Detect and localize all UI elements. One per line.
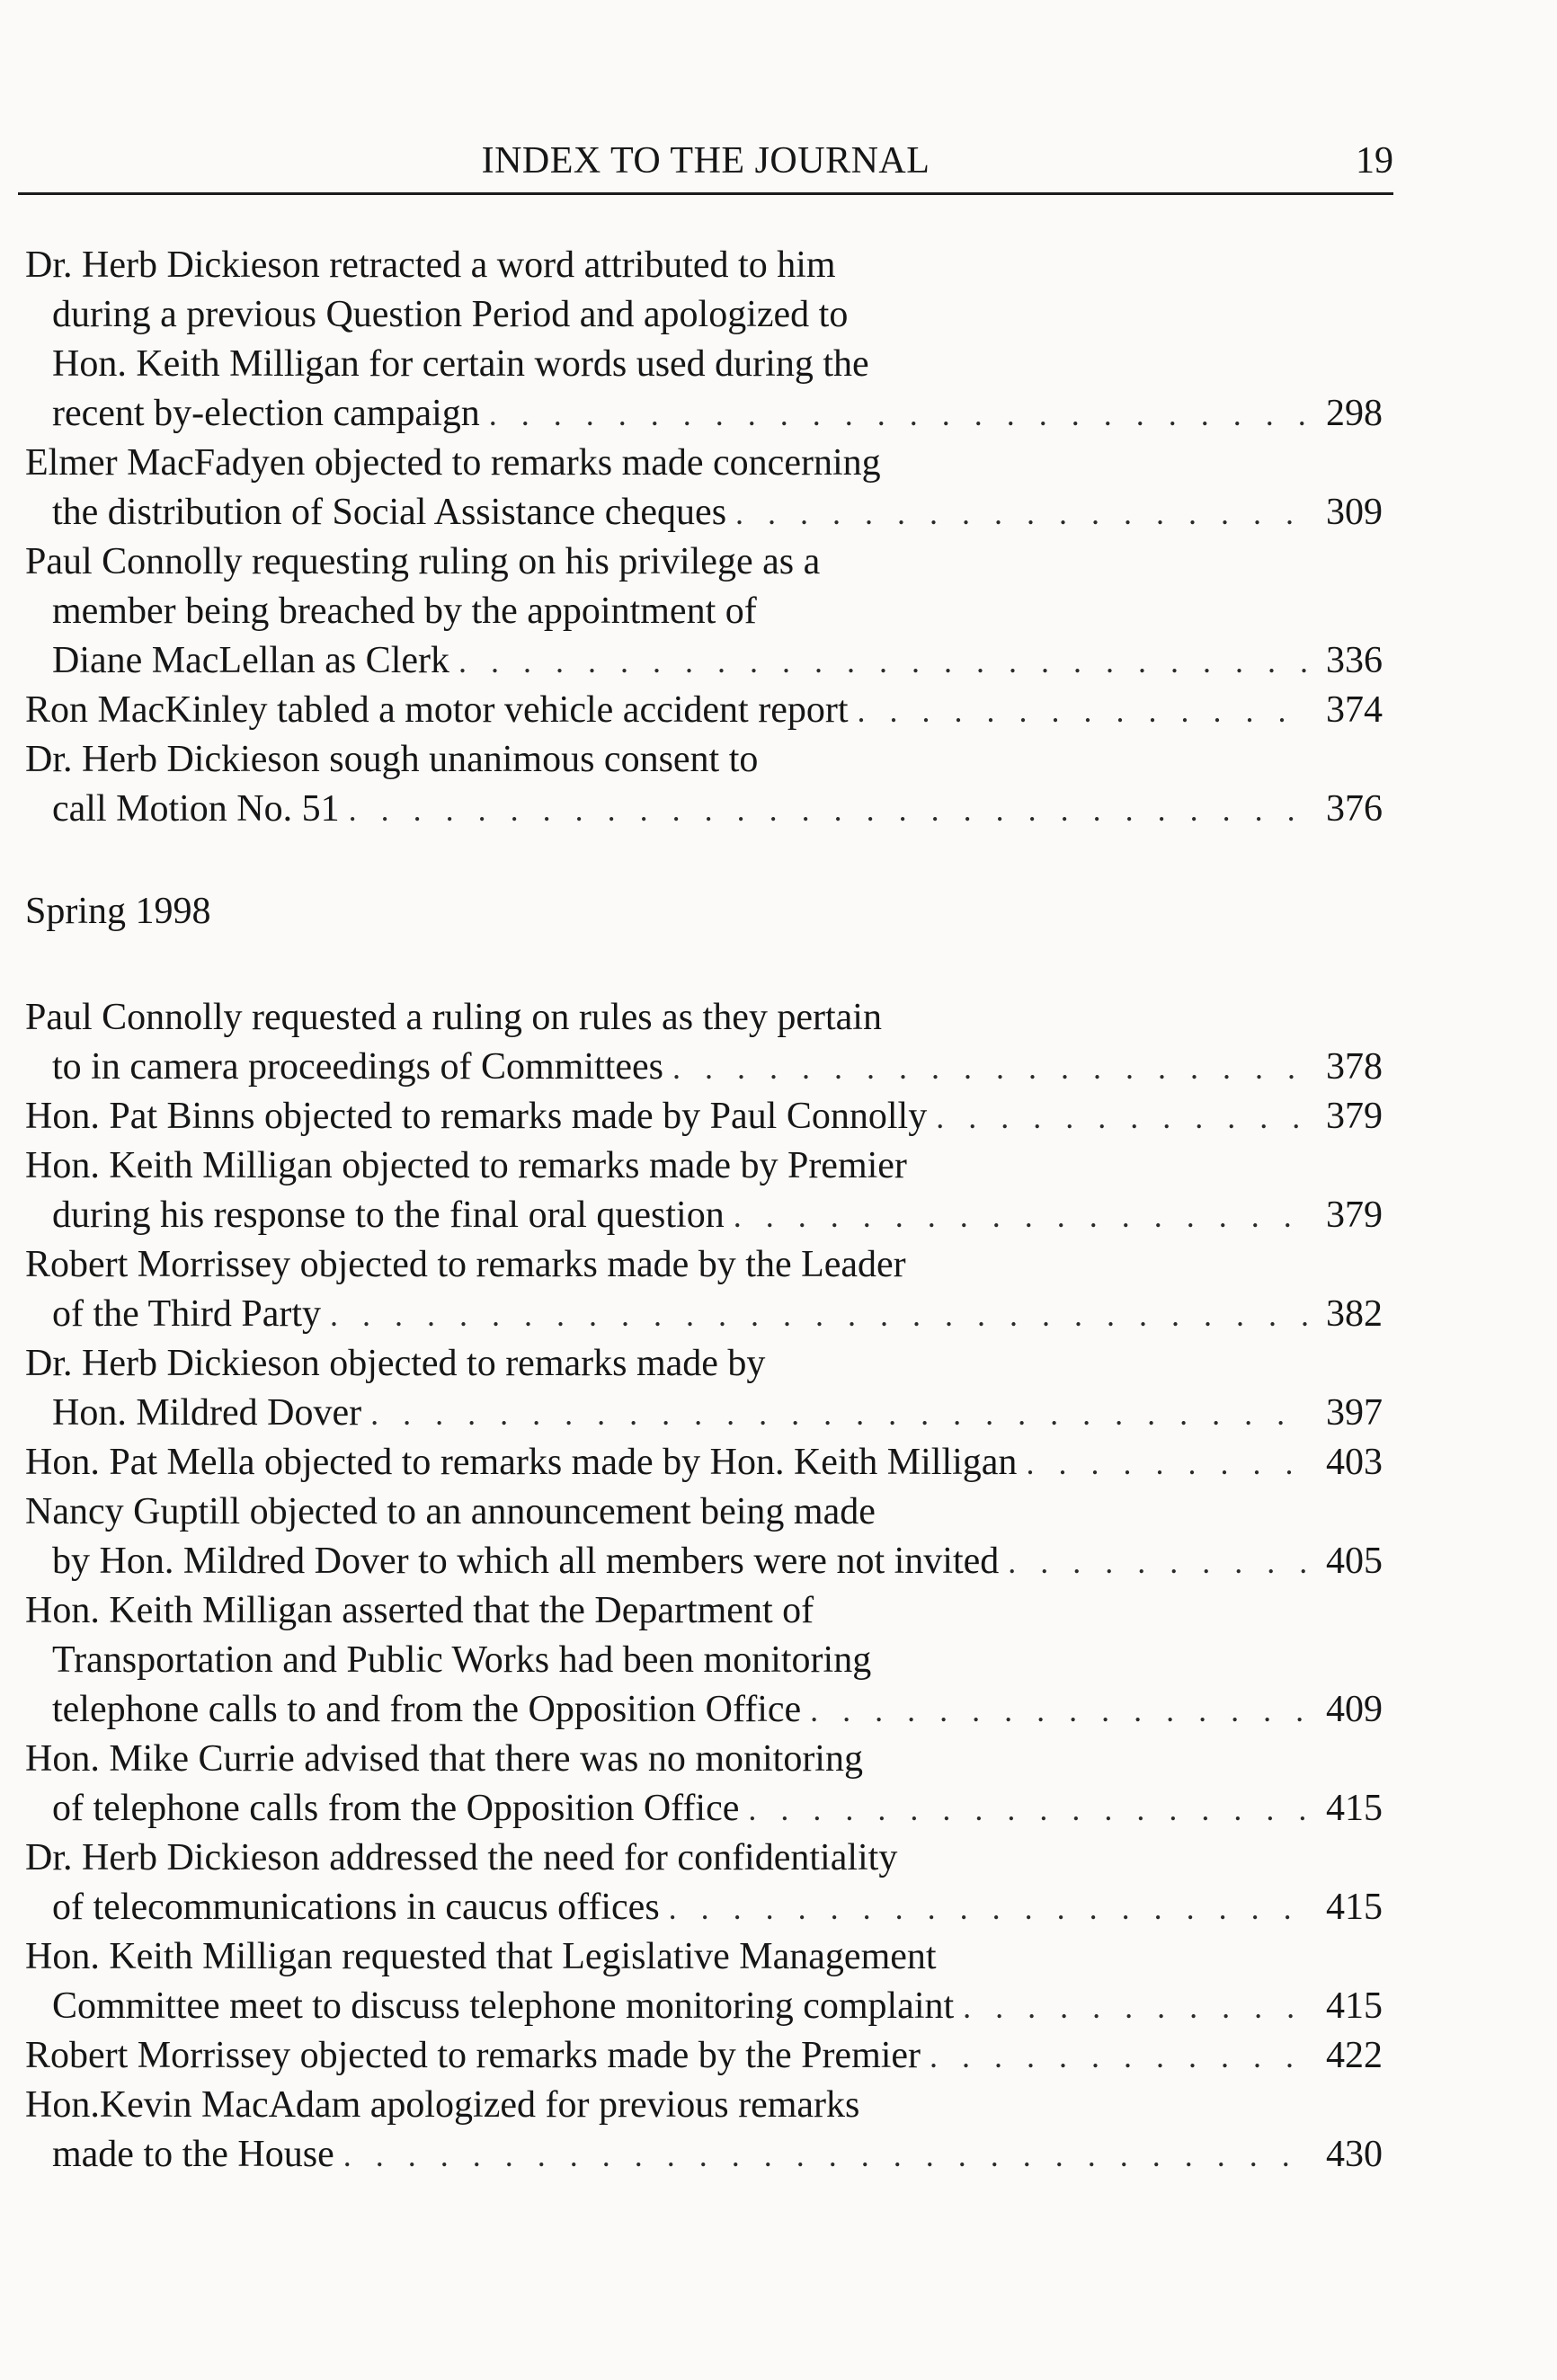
entry-text: Robert Morrissey objected to remarks made by the Premier (25, 2035, 921, 2076)
index-entries-first-group (25, 241, 1383, 834)
entry-line-with-page (25, 1982, 1383, 2031)
entry-line-with-page (25, 1438, 1383, 1488)
dot-leader (489, 390, 1307, 440)
page-reference: 379 (1326, 1096, 1383, 1137)
dot-leader (1008, 1538, 1307, 1587)
entry-text: during his response to the final oral question (52, 1194, 725, 1236)
entry-text: Dr. Herb Dickieson objected to remarks made by (25, 1343, 766, 1384)
index-entry (25, 735, 1383, 834)
entry-text: Ron MacKinley tabled a motor vehicle accident report (25, 689, 849, 731)
entry-line (25, 587, 1383, 636)
entry-line (25, 290, 1383, 340)
dot-leader (734, 1192, 1307, 1241)
entry-line-with-page (25, 2130, 1383, 2180)
entry-text: Diane MacLellan as Clerk (52, 640, 449, 681)
entry-text: Committee meet to discuss telephone monitoring complaint (52, 1985, 955, 2027)
index-entry (25, 537, 1383, 686)
entry-line-with-page (25, 686, 1383, 735)
index-entry (25, 1092, 1383, 1141)
index-entry (25, 1141, 1383, 1240)
entry-line (25, 1141, 1383, 1191)
page-reference: 415 (1326, 1788, 1383, 1829)
page-reference: 376 (1326, 788, 1383, 830)
entry-text: Robert Morrissey objected to remarks made by the Leader (25, 1244, 906, 1285)
dot-leader (963, 1983, 1307, 2032)
entry-line (25, 1488, 1383, 1537)
dot-leader (669, 1884, 1307, 1933)
entry-line-with-page (25, 1290, 1383, 1339)
entry-line-with-page (25, 1092, 1383, 1141)
page-reference: 378 (1326, 1046, 1383, 1088)
entry-text: Dr. Herb Dickieson addressed the need for confidentiality (25, 1837, 898, 1878)
entry-text: Dr. Herb Dickieson sough unanimous consent to (25, 739, 759, 780)
page-reference: 397 (1326, 1392, 1383, 1434)
entry-text: Hon. Keith Milligan requested that Legislative Management (25, 1936, 937, 1977)
dot-leader (936, 1093, 1307, 1142)
index-entry (25, 1735, 1383, 1834)
running-head (18, 135, 1393, 187)
entry-text: made to the House (52, 2134, 334, 2175)
entry-text: Paul Connolly requesting ruling on his privilege as a (25, 541, 821, 582)
entry-text: member being breached by the appointment of (52, 591, 757, 632)
entry-line (25, 241, 1383, 290)
entry-text: to in camera proceedings of Committees (52, 1046, 663, 1088)
dot-leader (858, 687, 1308, 736)
page-title: INDEX TO THE JOURNAL (481, 140, 930, 182)
entry-line-with-page (25, 1389, 1383, 1438)
entry-text: Dr. Herb Dickieson retracted a word attributed to him (25, 244, 836, 286)
entry-text: Transportation and Public Works had been monitoring (52, 1639, 872, 1681)
entry-text: Nancy Guptill objected to an announcement being made (25, 1491, 876, 1532)
entry-text: of telephone calls from the Opposition Office (52, 1788, 740, 1829)
dot-leader (370, 1390, 1307, 1439)
entry-text: Hon. Keith Milligan asserted that the Department of (25, 1590, 814, 1631)
entry-text: Hon. Mike Currie advised that there was no monitoring (25, 1738, 863, 1780)
page-reference: 415 (1326, 1985, 1383, 2027)
dot-leader (343, 2131, 1307, 2180)
index-entry (25, 241, 1383, 439)
dot-leader (1026, 1439, 1307, 1488)
entry-line (25, 537, 1383, 587)
entry-line-with-page (25, 2031, 1383, 2081)
dot-leader (458, 637, 1307, 687)
entry-line (25, 1834, 1383, 1883)
entry-text: Hon. Pat Mella objected to remarks made by Hon. Keith Milligan (25, 1442, 1018, 1483)
entry-text: recent by-election campaign (52, 393, 480, 434)
page-reference: 415 (1326, 1887, 1383, 1928)
section-heading: Spring 1998 (25, 891, 211, 932)
entry-line-with-page (25, 1191, 1383, 1240)
entry-text: of the Third Party (52, 1293, 322, 1335)
entry-text: by Hon. Mildred Dover to which all members were not invited (52, 1541, 1000, 1582)
page-number: 19 (1356, 140, 1393, 182)
entry-line (25, 340, 1383, 389)
entry-line (25, 439, 1383, 488)
index-entry (25, 1438, 1383, 1488)
page-reference: 422 (1326, 2035, 1383, 2076)
entry-line-with-page (25, 1685, 1383, 1735)
page-reference: 379 (1326, 1194, 1383, 1236)
index-entry (25, 1339, 1383, 1438)
entry-line-with-page (25, 785, 1383, 834)
entry-line (25, 1586, 1383, 1636)
dot-leader (810, 1686, 1307, 1736)
index-entry (25, 1834, 1383, 1932)
page-reference: 382 (1326, 1293, 1383, 1335)
page-reference: 409 (1326, 1689, 1383, 1730)
entry-line (25, 1932, 1383, 1982)
entry-line-with-page (25, 1883, 1383, 1932)
index-entry (25, 439, 1383, 537)
entry-line-with-page (25, 389, 1383, 439)
entry-text: the distribution of Social Assistance cheques (52, 492, 727, 533)
entry-line-with-page (25, 1043, 1383, 1092)
entry-text: Elmer MacFadyen objected to remarks made concerning (25, 442, 881, 484)
entry-line (25, 2081, 1383, 2130)
index-entry (25, 1488, 1383, 1586)
dot-leader (748, 1785, 1307, 1834)
page-reference: 403 (1326, 1442, 1383, 1483)
page-reference: 309 (1326, 492, 1383, 533)
entry-text: telephone calls to and from the Opposition Office (52, 1689, 802, 1730)
page-reference: 374 (1326, 689, 1383, 731)
dot-leader (349, 786, 1307, 835)
entry-text: Paul Connolly requested a ruling on rules as they pertain (25, 997, 882, 1038)
dot-leader (330, 1291, 1307, 1340)
entry-line-with-page (25, 1784, 1383, 1834)
index-entry (25, 1586, 1383, 1735)
page-reference: 430 (1326, 2134, 1383, 2175)
entry-text: call Motion No. 51 (52, 788, 340, 830)
entry-line-with-page (25, 636, 1383, 686)
index-entry (25, 1932, 1383, 2031)
entry-line (25, 735, 1383, 785)
dot-leader (672, 1043, 1307, 1093)
entry-text: Hon. Pat Binns objected to remarks made by Paul Connolly (25, 1096, 928, 1137)
dot-leader (930, 2032, 1307, 2082)
entry-text: Hon. Mildred Dover (52, 1392, 362, 1434)
entry-text: during a previous Question Period and apologized to (52, 294, 849, 335)
entry-line (25, 993, 1383, 1043)
index-entry (25, 2031, 1383, 2081)
index-entry (25, 2081, 1383, 2180)
entry-text: Hon.Kevin MacAdam apologized for previous remarks (25, 2084, 860, 2126)
entry-line (25, 1240, 1383, 1290)
entry-line (25, 1636, 1383, 1685)
entry-text: Hon. Keith Milligan objected to remarks made by Premier (25, 1145, 907, 1186)
entry-line (25, 1735, 1383, 1784)
dot-leader (735, 489, 1307, 538)
page-reference: 405 (1326, 1541, 1383, 1582)
index-entry (25, 993, 1383, 1092)
index-entry (25, 686, 1383, 735)
index-entry (25, 1240, 1383, 1339)
index-entries-spring-1998 (25, 993, 1383, 2180)
entry-text: of telecommunications in caucus offices (52, 1887, 660, 1928)
entry-text: Hon. Keith Milligan for certain words used during the (52, 343, 869, 385)
entry-line (25, 1339, 1383, 1389)
header-rule (18, 192, 1393, 195)
page-reference: 298 (1326, 393, 1383, 434)
entry-line-with-page (25, 488, 1383, 537)
entry-line-with-page (25, 1537, 1383, 1586)
page-reference: 336 (1326, 640, 1383, 681)
